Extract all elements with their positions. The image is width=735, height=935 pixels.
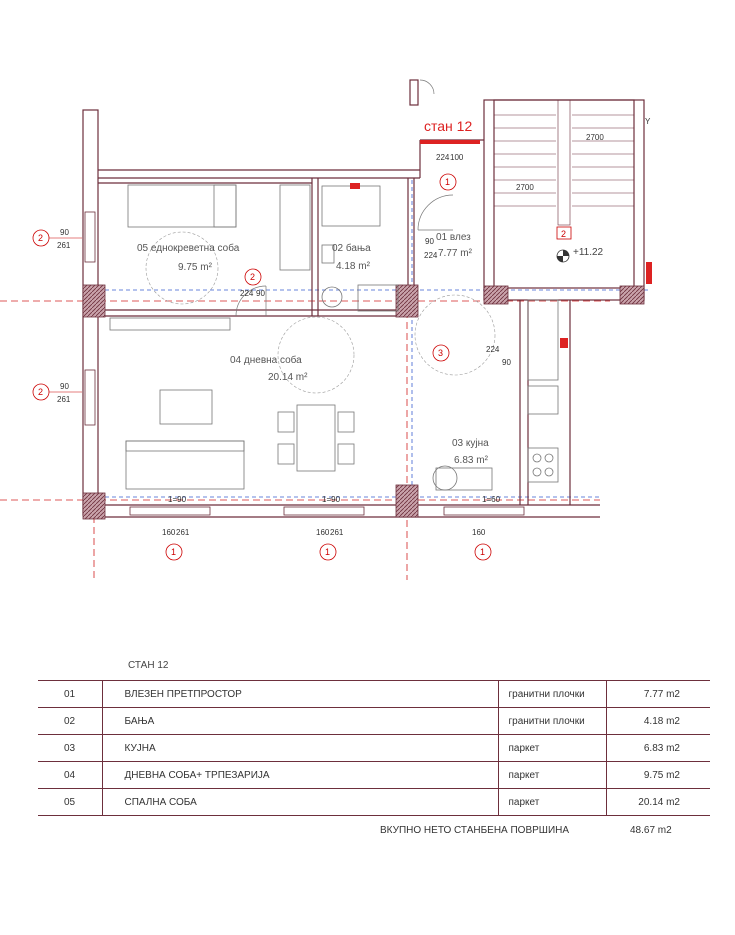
row-room-name: ВЛЕЗЕН ПРЕТПРОСТОР: [102, 681, 498, 708]
dim-label: 224: [424, 251, 438, 260]
dim-label: 224: [240, 289, 254, 298]
apartment-door-mark: [420, 140, 480, 144]
axis-marker-label: 1: [171, 547, 177, 557]
dim-label: 160: [162, 528, 176, 537]
doors: [236, 80, 453, 316]
dim-label: 261: [176, 528, 190, 537]
axis-marker-label: 1: [325, 547, 331, 557]
room-02-name: 02 бања: [332, 243, 371, 254]
row-number: 02: [38, 708, 102, 735]
dim-label: 224: [436, 153, 450, 162]
dim-label: 2700: [586, 133, 604, 142]
row-room-name: БАЊА: [102, 708, 498, 735]
red-fixtures: [350, 183, 652, 348]
axis-marker-label: 2: [250, 272, 256, 282]
row-number: 04: [38, 762, 102, 789]
row-area: 20.14 m2: [606, 789, 710, 816]
dim-label: Y: [645, 117, 651, 126]
table-row: [38, 708, 710, 735]
dimension-labels: [49, 117, 651, 537]
room-04-area: 20.14 m²: [268, 372, 308, 383]
dim-label: 261: [57, 241, 71, 250]
walls: [83, 80, 644, 517]
stair-treads: [494, 100, 634, 225]
dim-label: 2700: [516, 183, 534, 192]
table-row: [38, 762, 710, 789]
red-axis-lines: [0, 300, 610, 580]
room-05-name: 05 еднокреветна соба: [137, 243, 240, 254]
dim-label: 261: [330, 528, 344, 537]
room-02-area: 4.18 m²: [336, 261, 370, 272]
schedule-title: СТАН 12: [128, 660, 169, 671]
row-finish: паркет: [498, 789, 606, 816]
dim-label: 224: [486, 345, 500, 354]
room-03-area: 6.83 m²: [454, 455, 488, 466]
table-row: [38, 681, 710, 708]
row-number: 01: [38, 681, 102, 708]
room-05-area: 9.75 m²: [178, 262, 212, 273]
dim-label: 90: [502, 358, 511, 367]
row-area: 4.18 m2: [606, 708, 710, 735]
dim-label: 1=90: [168, 495, 187, 504]
room-01-area: 7.77 m²: [438, 248, 472, 259]
row-room-name: КУЈНА: [102, 735, 498, 762]
dim-label: 1=90: [322, 495, 341, 504]
row-number: 05: [38, 789, 102, 816]
row-room-name: СПАЛНА СОБА: [102, 789, 498, 816]
schedule-table: [38, 680, 710, 816]
row-area: 7.77 m2: [606, 681, 710, 708]
room-04-name: 04 дневна соба: [230, 355, 302, 366]
axis-marker-label: 1: [480, 547, 486, 557]
row-area: 9.75 m2: [606, 762, 710, 789]
stair-number: 2: [561, 229, 567, 239]
row-finish: паркет: [498, 762, 606, 789]
elevation-text: +11.22: [573, 247, 604, 258]
dim-label: 160: [316, 528, 330, 537]
dim-label: 100: [450, 153, 464, 162]
total-value: 48.67 m2: [630, 825, 672, 836]
row-number: 03: [38, 735, 102, 762]
room-01-name: 01 влез: [436, 232, 471, 243]
axis-marker-label: 3: [438, 348, 444, 358]
row-area: 6.83 m2: [606, 735, 710, 762]
windows-bottom: [130, 507, 524, 515]
dim-label: 1=60: [482, 495, 501, 504]
row-finish: гранитни плочки: [498, 681, 606, 708]
windows-left: [85, 212, 95, 425]
total-label: ВКУПНО НЕТО СТАНБЕНА ПОВРШИНА: [380, 825, 570, 836]
furniture: [110, 185, 558, 490]
dim-label: 90: [256, 289, 265, 298]
row-finish: паркет: [498, 735, 606, 762]
table-row: [38, 789, 710, 816]
dim-label: 90: [60, 382, 69, 391]
axis-marker-label: 1: [445, 177, 451, 187]
dim-label: 90: [60, 228, 69, 237]
row-room-name: ДНЕВНА СОБА+ ТРПЕЗАРИЈА: [102, 762, 498, 789]
axis-marker-label: 2: [38, 233, 44, 243]
apartment-label: стан 12: [424, 118, 473, 134]
columns: [83, 285, 644, 519]
axis-marker-label: 2: [38, 387, 44, 397]
dim-label: 261: [57, 395, 71, 404]
table-row: [38, 735, 710, 762]
row-finish: гранитни плочки: [498, 708, 606, 735]
room-03-name: 03 кујна: [452, 438, 489, 449]
dim-label: 160: [472, 528, 486, 537]
dim-label: 90: [425, 237, 434, 246]
